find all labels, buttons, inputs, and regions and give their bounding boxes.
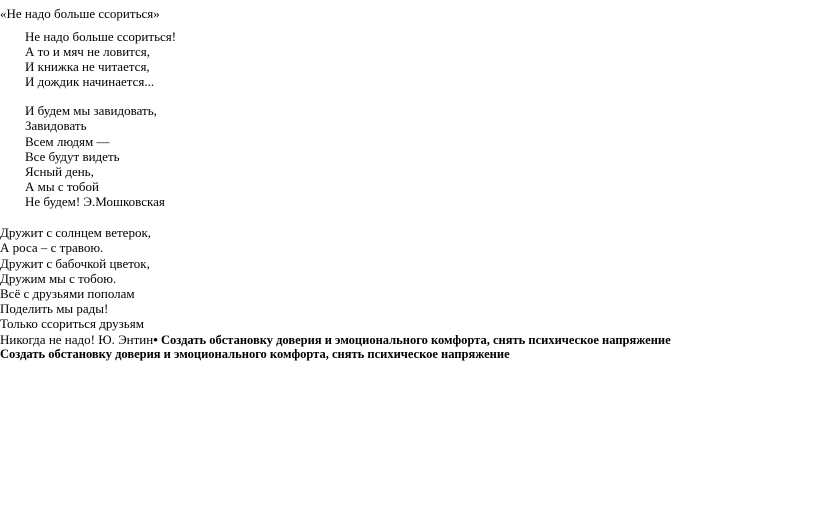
poem2-line: Никогда не надо! Ю. Энтин	[0, 332, 154, 347]
poem2-line: Только ссориться друзьям	[0, 316, 144, 331]
poem1-line: А то и мяч не ловится,	[25, 44, 150, 59]
poem1-line: Все будут видеть	[25, 149, 120, 164]
poem2-line: Дружит с солнцем ветерок,	[0, 225, 152, 240]
poem-title: «Не надо больше ссориться»	[0, 6, 160, 21]
poem1-line: Всем людям —	[25, 134, 110, 149]
poem1-line: И дождик начинается...	[25, 74, 155, 89]
poem1-line: И книжка не читается,	[25, 59, 150, 74]
poem1-line: Не будем!	[25, 194, 84, 209]
poem1-author-initial: Э.	[83, 194, 96, 209]
poem1-last-line	[25, 194, 165, 209]
bullet-icon: •	[153, 332, 158, 347]
poem2-last-line	[0, 332, 671, 348]
goal-repeat: Создать обстановку доверия и эмоционального комфорта, снять психическое напряжение	[0, 347, 510, 361]
goal-text: Создать обстановку доверия и эмоционального комфорта, снять психическое напряжение	[161, 333, 671, 347]
poem1-line: Не надо больше ссориться!	[25, 29, 177, 44]
poem2-line: Поделить мы рады!	[0, 301, 109, 316]
poem1-line: И будем мы завидовать,	[25, 103, 157, 118]
poem1-author-surname: Мошковская	[95, 194, 165, 209]
poem2-line: Дружим мы с тобою.	[0, 271, 117, 286]
poem2-line: А роса – с травою.	[0, 240, 104, 255]
poem1-line: Ясный день,	[25, 164, 94, 179]
poem2-line: Всё с друзьями пополам	[0, 286, 135, 301]
poem1-line: Завидовать	[25, 118, 87, 133]
poem1-line: А мы с тобой	[25, 179, 99, 194]
poem2-line: Дружит с бабочкой цветок,	[0, 256, 150, 271]
